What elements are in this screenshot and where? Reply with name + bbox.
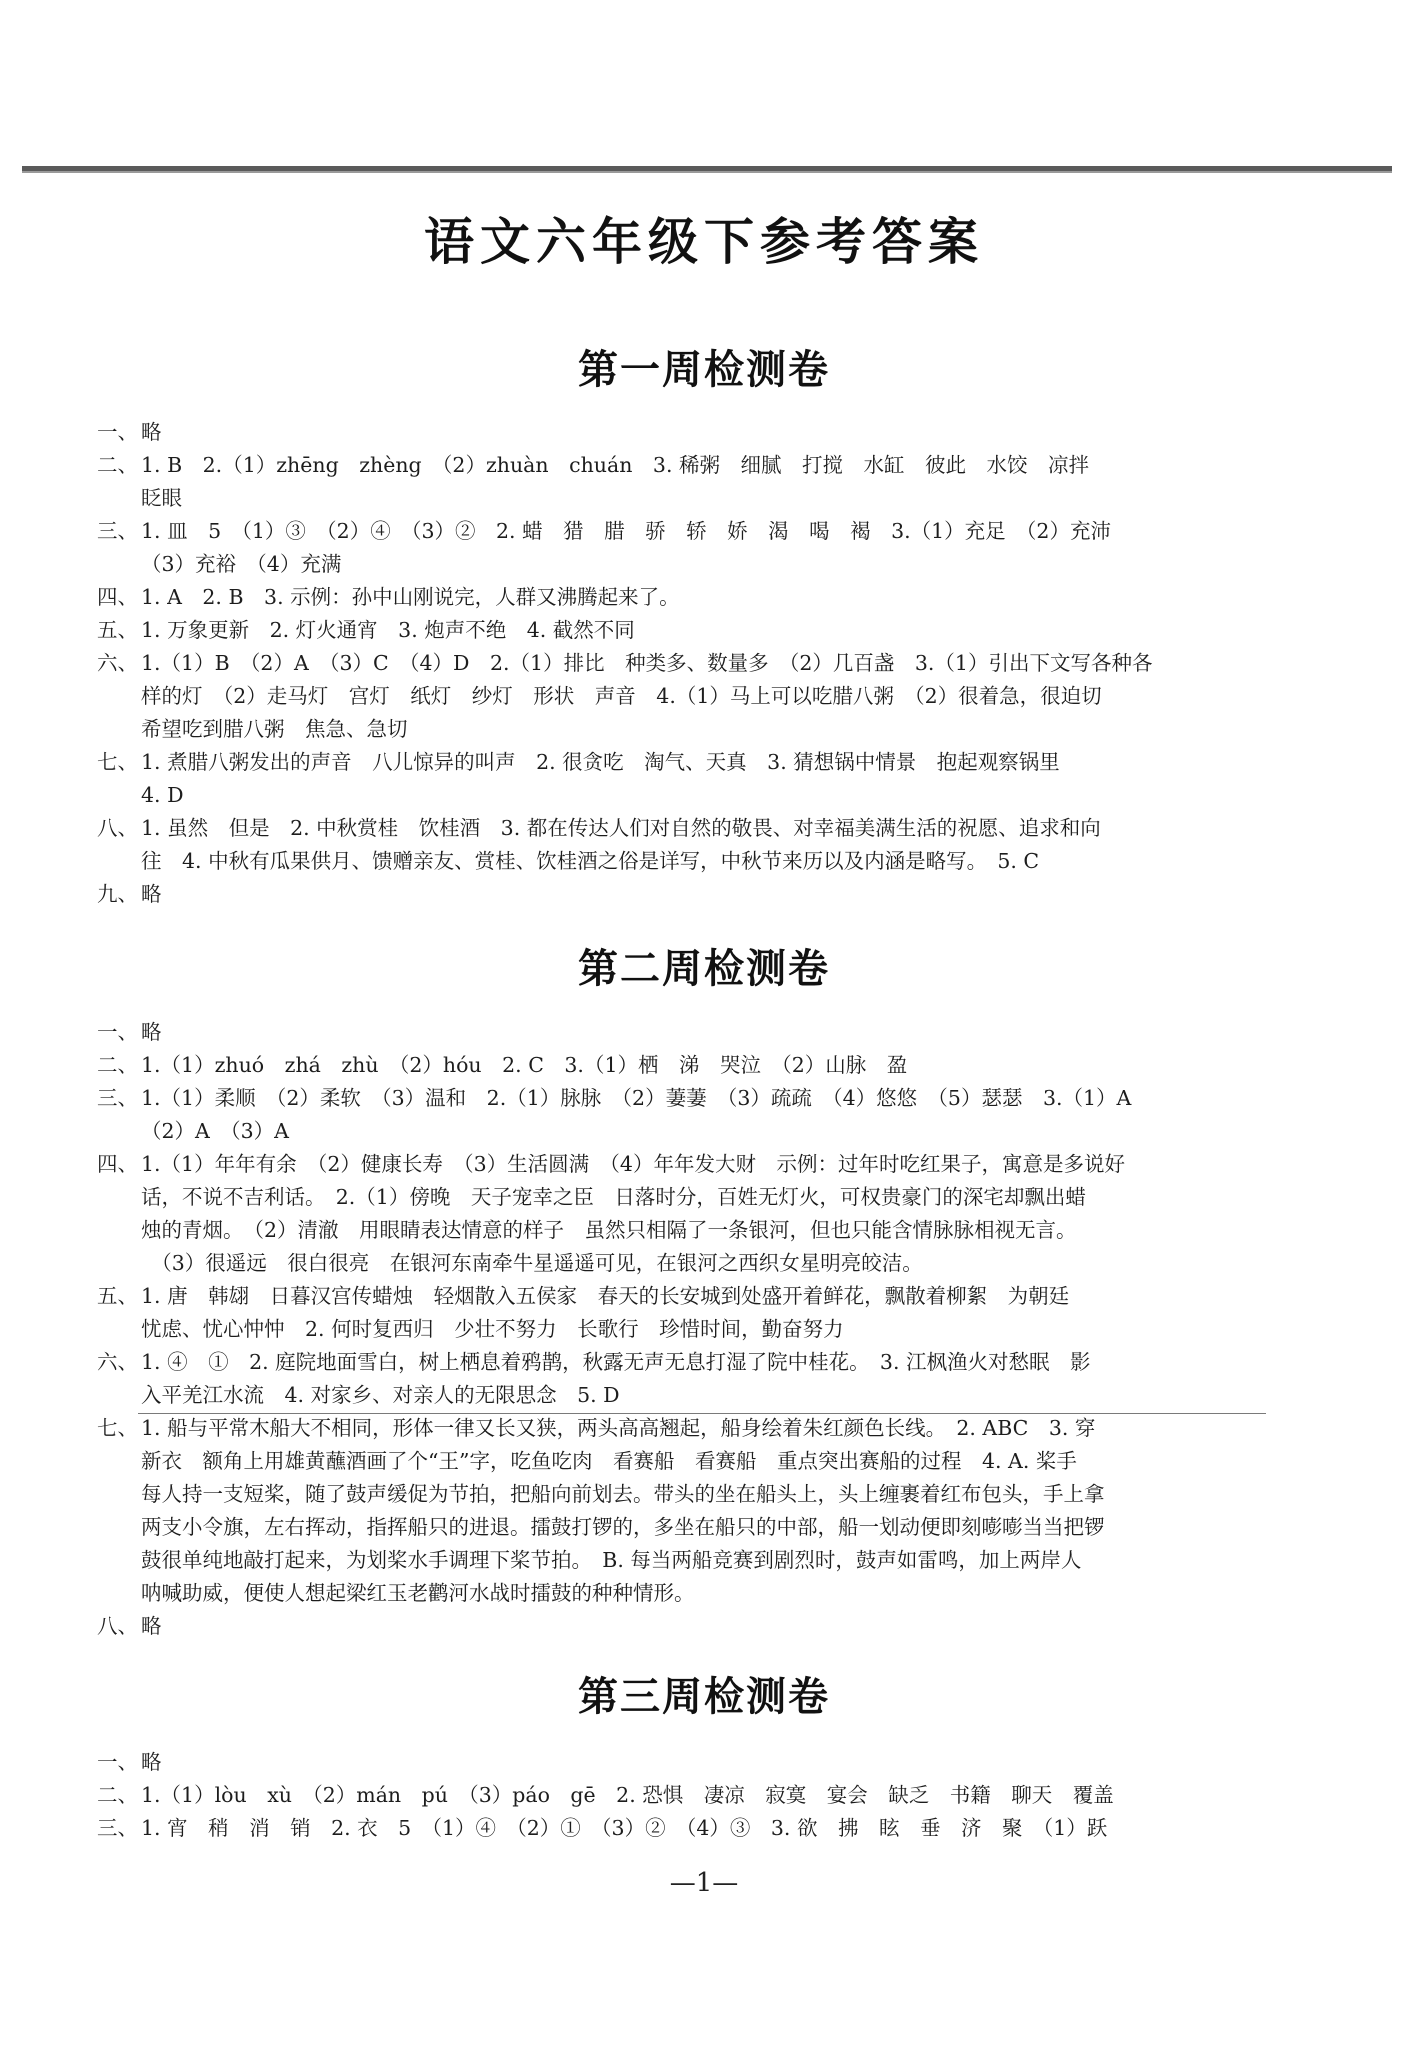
answer-line: 1. 万象更新 2. 灯火通宵 3. 炮声不绝 4. 截然不同 <box>141 618 635 642</box>
answer-line: 希望吃到腊八粥 焦急、急切 <box>141 717 408 741</box>
answer-line: 1. 煮腊八粥发出的声音 八儿惊异的叫声 2. 很贪吃 淘气、天真 3. 猜想锅中情景 抱起观察锅里 <box>141 750 1060 774</box>
answer-line: 呐喊助威，便使人想起梁红玉老鹳河水战时擂鼓的种种情形。 <box>141 1581 695 1605</box>
question-number: 二、 <box>97 453 138 477</box>
section-heading-week1: 第一周检测卷 <box>578 347 830 393</box>
answer-line: 鼓很单纯地敲打起来，为划桨水手调理下桨节拍。 B. 每当两船竞赛到剧烈时，鼓声如雷鸣，加上两岸人 <box>141 1548 1082 1572</box>
answer-line: 每人持一支短桨，随了鼓声缓促为节拍，把船向前划去。带头的坐在船头上，头上缠裹着红布包头，手上拿 <box>141 1482 1105 1506</box>
answer-line: 两支小令旗，左右挥动，指挥船只的进退。擂鼓打锣的，多坐在船只的中部，船一划动便即刻嘭嘭当当把锣 <box>141 1515 1105 1539</box>
answer-line: （2）A （3）A <box>141 1119 289 1143</box>
answer-line: 样的灯 （2）走马灯 宫灯 纸灯 纱灯 形状 声音 4.（1）马上可以吃腊八粥 （2）很着急，很迫切 <box>141 684 1102 708</box>
answer-line: 新衣 额角上用雄黄蘸酒画了个“王”字，吃鱼吃肉 看赛船 看赛船 重点突出赛船的过程 4. A. 桨手 <box>141 1449 1077 1473</box>
answer-line: 1. ④ ① 2. 庭院地面雪白，树上栖息着鸦鹊，秋露无声无息打湿了院中桂花。 3. 江枫渔火对愁眠 影 <box>141 1350 1091 1374</box>
question-number: 五、 <box>97 618 138 642</box>
answer-item <box>97 1412 1265 1610</box>
question-number: 三、 <box>97 1086 138 1110</box>
answer-item <box>97 878 1265 911</box>
answer-line: 往 4. 中秋有瓜果供月、馈赠亲友、赏桂、饮桂酒之俗是详写，中秋节来历以及内涵是略写。 5. C <box>141 849 1040 873</box>
answer-item <box>97 614 1265 647</box>
scan-divider-line <box>138 1413 1266 1414</box>
answer-item <box>97 515 1265 581</box>
answer-item <box>97 1746 1265 1779</box>
answer-item <box>97 1779 1265 1812</box>
question-number: 三、 <box>97 1816 138 1840</box>
question-number: 四、 <box>97 585 138 609</box>
answer-line: 1.（1）zhuó zhá zhù （2）hóu 2. C 3.（1）栖 涕 哭泣 （2）山脉 盈 <box>141 1053 908 1077</box>
question-number: 一、 <box>97 1020 138 1044</box>
page-number: —1— <box>669 1868 739 1898</box>
answer-line: 1. 宵 稍 消 销 2. 衣 5 （1）④ （2）① （3）② （4）③ 3. 欲 拂 眩 垂 济 聚 （1）跃 <box>141 1816 1108 1840</box>
question-number: 七、 <box>97 750 138 774</box>
answer-line: 4. D <box>141 783 184 807</box>
question-number: 七、 <box>97 1416 138 1440</box>
answer-item <box>97 812 1265 878</box>
answer-item <box>97 1346 1265 1412</box>
answer-item <box>97 1049 1265 1082</box>
answer-line: 1. 船与平常木船大不相同，形体一律又长又狭，两头高高翘起，船身绘着朱红颜色长线。 2. ABC 3. 穿 <box>141 1416 1096 1440</box>
question-number: 一、 <box>97 420 138 444</box>
answer-line: 略 <box>141 1614 162 1638</box>
question-number: 八、 <box>97 816 138 840</box>
answer-item <box>97 1016 1265 1049</box>
header-rule <box>22 166 1392 173</box>
question-number: 二、 <box>97 1053 138 1077</box>
answer-line: 1. 虽然 但是 2. 中秋赏桂 饮桂酒 3. 都在传达人们对自然的敬畏、对幸福美满生活的祝愿、追求和向 <box>141 816 1101 840</box>
answer-line: 1. B 2.（1）zhēng zhèng （2）zhuàn chuán 3. 稀粥 细腻 打搅 水缸 彼此 水饺 凉拌 <box>141 453 1089 477</box>
answer-item <box>97 1280 1265 1346</box>
question-number: 八、 <box>97 1614 138 1638</box>
section-heading-week3: 第三周检测卷 <box>578 1674 830 1720</box>
answer-item <box>97 1610 1265 1643</box>
answer-line: 忧虑、忧心忡忡 2. 何时复西归 少壮不努力 长歌行 珍惜时间，勤奋努力 <box>141 1317 844 1341</box>
section-body-week2 <box>97 1016 1265 1643</box>
document-title: 语文六年级下参考答案 <box>424 213 984 271</box>
section-body-week3 <box>97 1746 1265 1845</box>
answer-item <box>97 647 1265 746</box>
answer-line: （3）充裕 （4）充满 <box>141 552 342 576</box>
section-body-week1 <box>97 416 1265 911</box>
answer-item <box>97 1148 1265 1280</box>
answer-line: 1. A 2. B 3. 示例：孙中山刚说完，人群又沸腾起来了。 <box>141 585 680 609</box>
section-heading-week2: 第二周检测卷 <box>578 946 830 992</box>
answer-item <box>97 449 1265 515</box>
question-number: 六、 <box>97 651 138 675</box>
answer-line: 1.（1）lòu xù （2）mán pú （3）páo gē 2. 恐惧 凄凉 寂寞 宴会 缺乏 书籍 聊天 覆盖 <box>141 1783 1114 1807</box>
answer-line: 1. 皿 5 （1）③ （2）④ （3）② 2. 蜡 猎 腊 骄 轿 娇 渴 喝 褐 3.（1）充足 （2）充沛 <box>141 519 1111 543</box>
question-number: 四、 <box>97 1152 138 1176</box>
question-number: 九、 <box>97 882 138 906</box>
answer-line: 略 <box>141 882 162 906</box>
answer-item <box>97 581 1265 614</box>
question-number: 二、 <box>97 1783 138 1807</box>
question-number: 五、 <box>97 1284 138 1308</box>
question-number: 一、 <box>97 1750 138 1774</box>
answer-line: 1.（1）年年有余 （2）健康长寿 （3）生活圆满 （4）年年发大财 示例：过年时吃红果子，寓意是多说好 <box>141 1152 1125 1176</box>
answer-line: （3）很遥远 很白很亮 在银河东南牵牛星遥遥可见，在银河之西织女星明亮皎洁。 <box>141 1251 923 1275</box>
answer-item <box>97 746 1265 812</box>
answer-item <box>97 416 1265 449</box>
answer-line: 1. 唐 韩翃 日暮汉宫传蜡烛 轻烟散入五侯家 春天的长安城到处盛开着鲜花，飘散着柳絮 为朝廷 <box>141 1284 1070 1308</box>
answer-item <box>97 1082 1265 1148</box>
answer-line: 话，不说不吉利话。 2.（1）傍晚 天子宠幸之臣 日落时分，百姓无灯火，可权贵豪门的深宅却飘出蜡 <box>141 1185 1086 1209</box>
answer-line: 烛的青烟。 （2）清澈 用眼睛表达情意的样子 虽然只相隔了一条银河，但也只能含情脉脉相视无言。 <box>141 1218 1077 1242</box>
answer-line: 略 <box>141 1750 162 1774</box>
question-number: 三、 <box>97 519 138 543</box>
question-number: 六、 <box>97 1350 138 1374</box>
answer-line: 1.（1）B （2）A （3）C （4）D 2.（1）排比 种类多、数量多 （2）几百盏 3.（1）引出下文写各种各 <box>141 651 1153 675</box>
answer-line: 眨眼 <box>141 486 182 510</box>
answer-line: 1.（1）柔顺 （2）柔软 （3）温和 2.（1）脉脉 （2）萋萋 （3）疏疏 （4）悠悠 （5）瑟瑟 3.（1）A <box>141 1086 1132 1110</box>
answer-line: 略 <box>141 1020 162 1044</box>
answer-line: 入平羌江水流 4. 对家乡、对亲人的无限思念 5. D <box>141 1383 620 1407</box>
answer-item <box>97 1812 1265 1845</box>
answer-line: 略 <box>141 420 162 444</box>
